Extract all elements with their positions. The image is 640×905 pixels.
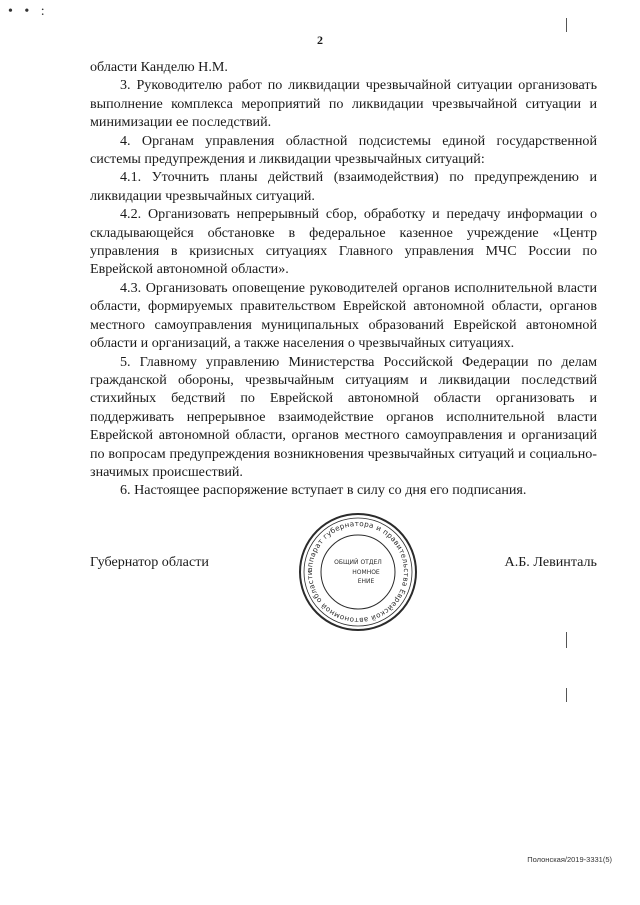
official-stamp [296, 510, 420, 634]
signature-name: А.Б. Левинталь [504, 554, 597, 570]
signature-position: Губернатор области [90, 554, 209, 570]
paragraph: 5. Главному управлению Министерства Российской Федерации по делам гражданской обороны, чрезвычайным ситуациям и ликвидации последствий стихийных бедствий по Еврейской автономной области организовать и поддерживать непрерывное взаимодействие органов исполнительной власти Еврейской автономной области, органов местного самоуправления и организаций по вопросам предупреждения возникновения чрезвычайных ситуаций и социально-значимых происшествий. [90, 353, 597, 480]
document-body [90, 58, 597, 500]
paragraph: 4.2. Организовать непрерывный сбор, обработку и передачу информации о складывающейся обстановке в федеральное казенное учреждение «Центр управления в кризисных ситуациях Главного управления МЧС России по Еврейской автономной области». [90, 206, 597, 278]
stamp-center-line-3: ЕНИЕ [357, 578, 375, 585]
stamp-center-line-1: ОБЩИЙ ОТДЕЛ [334, 559, 382, 566]
paragraph: 4.1. Уточнить планы действий (взаимодействия) по предупреждению и ликвидации чрезвычайных ситуаций. [90, 169, 597, 204]
paragraph: 4.3. Организовать оповещение руководителей органов исполнительной власти области, формируемых правительством Еврейской автономной области, органов местного самоуправления муниципальных образований Еврейской автономной области и организаций, а также населения о чрезвычайных ситуациях. [90, 279, 597, 352]
stamp-center-line-2: НОМНОЕ [352, 569, 380, 576]
page-number: 2 [317, 33, 323, 47]
registration-number: Полонская/2019-3331(5) [527, 855, 612, 864]
scan-mark [566, 18, 567, 32]
stamp-ring-text: аппарат губернатора и правительства Еврейской автономной области [304, 518, 412, 626]
stamp-seal [296, 510, 420, 634]
scan-dots: • • : [8, 4, 49, 19]
scan-mark [566, 688, 567, 702]
paragraph: 6. Настоящее распоряжение вступает в силу со дня его подписания. [120, 482, 527, 499]
scan-mark [566, 632, 567, 648]
paragraph: области Канделю Н.М. [90, 59, 228, 75]
paragraph: 4. Органам управления областной подсистемы единой государственной системы предупреждения и ликвидации чрезвычайных ситуаций: [90, 132, 597, 168]
paragraph: 3. Руководителю работ по ликвидации чрезвычайной ситуации организовать выполнение комплекса мероприятий по ликвидации чрезвычайной ситуации и минимизации ее последствий. [90, 77, 597, 131]
